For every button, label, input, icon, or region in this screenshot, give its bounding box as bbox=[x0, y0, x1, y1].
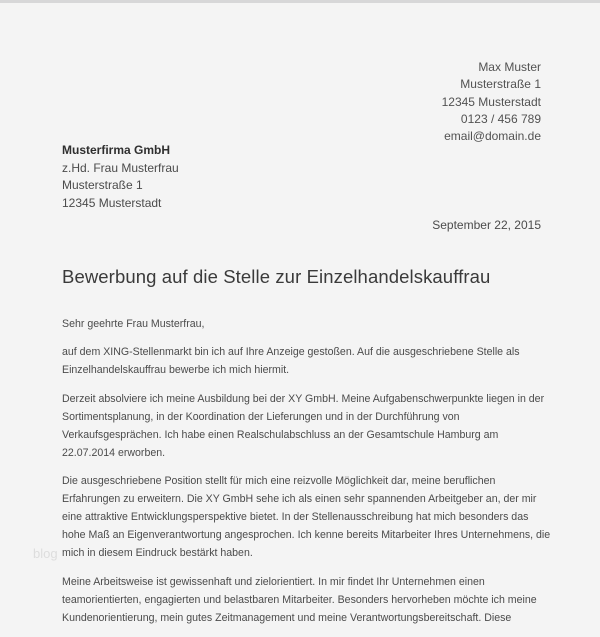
paragraph-line: hohe Maß an Eigenverantwortung angesprochen. Ich kenne bereits Mitarbeiter Ihres Unternehmens, die bbox=[62, 529, 551, 542]
letter-body bbox=[62, 315, 551, 637]
recipient-attention: z.Hd. Frau Musterfrau bbox=[62, 160, 179, 175]
paragraph-line: Einzelhandelskauffrau bewerbe ich mich hiermit. bbox=[62, 364, 290, 376]
paragraph-line: Verkaufsgesprächen. Ich habe einen Realschulabschluss an der Gesamtschule Hamburg am bbox=[62, 428, 499, 441]
recipient-street: Musterstraße 1 bbox=[62, 178, 143, 192]
paragraph-line: Die ausgeschriebene Position stellt für mich eine reizvolle Möglichkeit dar, meine beruflichen bbox=[62, 475, 496, 488]
paragraph-line: Meine Arbeitsweise ist gewissenhaft und zielorientiert. In mir findet Ihr Unternehmen einen bbox=[62, 575, 485, 588]
salutation: Sehr geehrte Frau Musterfrau, bbox=[62, 318, 205, 330]
paragraph-line: auf dem XING-Stellenmarkt bin ich auf Ihre Anzeige gestoßen. Auf die ausgeschriebene Stelle als bbox=[62, 346, 520, 358]
letter-date: September 22, 2015 bbox=[432, 218, 541, 232]
paragraph-line: eine attraktive Entwicklungsperspektive bietet. In der Stellenausschreibung hat mich besonders das bbox=[62, 511, 529, 524]
paragraph-line: mich in diesem Eindruck bestärkt haben. bbox=[62, 547, 253, 560]
recipient-city: 12345 Musterstadt bbox=[62, 195, 162, 210]
paragraph-line: Sortimentsplanung, in der Koordination der Lieferungen und in der Durchführung von bbox=[62, 410, 460, 423]
paragraph-line: Derzeit absolviere ich meine Ausbildung bei der XY GmbH. Meine Aufgabenschwerpunkte liegen in der bbox=[62, 392, 545, 405]
sender-block bbox=[442, 59, 541, 145]
paragraph-line: Erfahrungen zu erweitern. Die XY GmbH sehe ich als einen sehr spannenden Arbeitgeber an, der mir bbox=[62, 493, 537, 506]
paragraph-line: Kundenorientierung, mein gutes Zeitmanagement und meine Verantwortungsbereitschaft. Diese bbox=[62, 611, 512, 624]
recipient-company: Musterfirma GmbH bbox=[62, 143, 171, 157]
sender-phone: 0123 / 456 789 bbox=[460, 111, 541, 126]
watermark-text: blog bbox=[33, 546, 58, 561]
paragraph-line: teamorientierten, engagierten und belastbaren Mitarbeiter. Besonders hervorheben möchte ich meine bbox=[62, 593, 537, 606]
sender-city: 12345 Musterstadt bbox=[441, 94, 541, 109]
recipient-block bbox=[62, 142, 179, 212]
subject-line: Bewerbung auf die Stelle zur Einzelhandelskauffrau bbox=[62, 266, 491, 287]
paragraph-line: 22.07.2014 erworben. bbox=[62, 446, 166, 459]
page-top-edge bbox=[0, 0, 600, 3]
sender-street: Musterstraße 1 bbox=[460, 77, 541, 92]
sender-name: Max Muster bbox=[478, 60, 541, 74]
sender-email: email@domain.de bbox=[444, 129, 541, 144]
